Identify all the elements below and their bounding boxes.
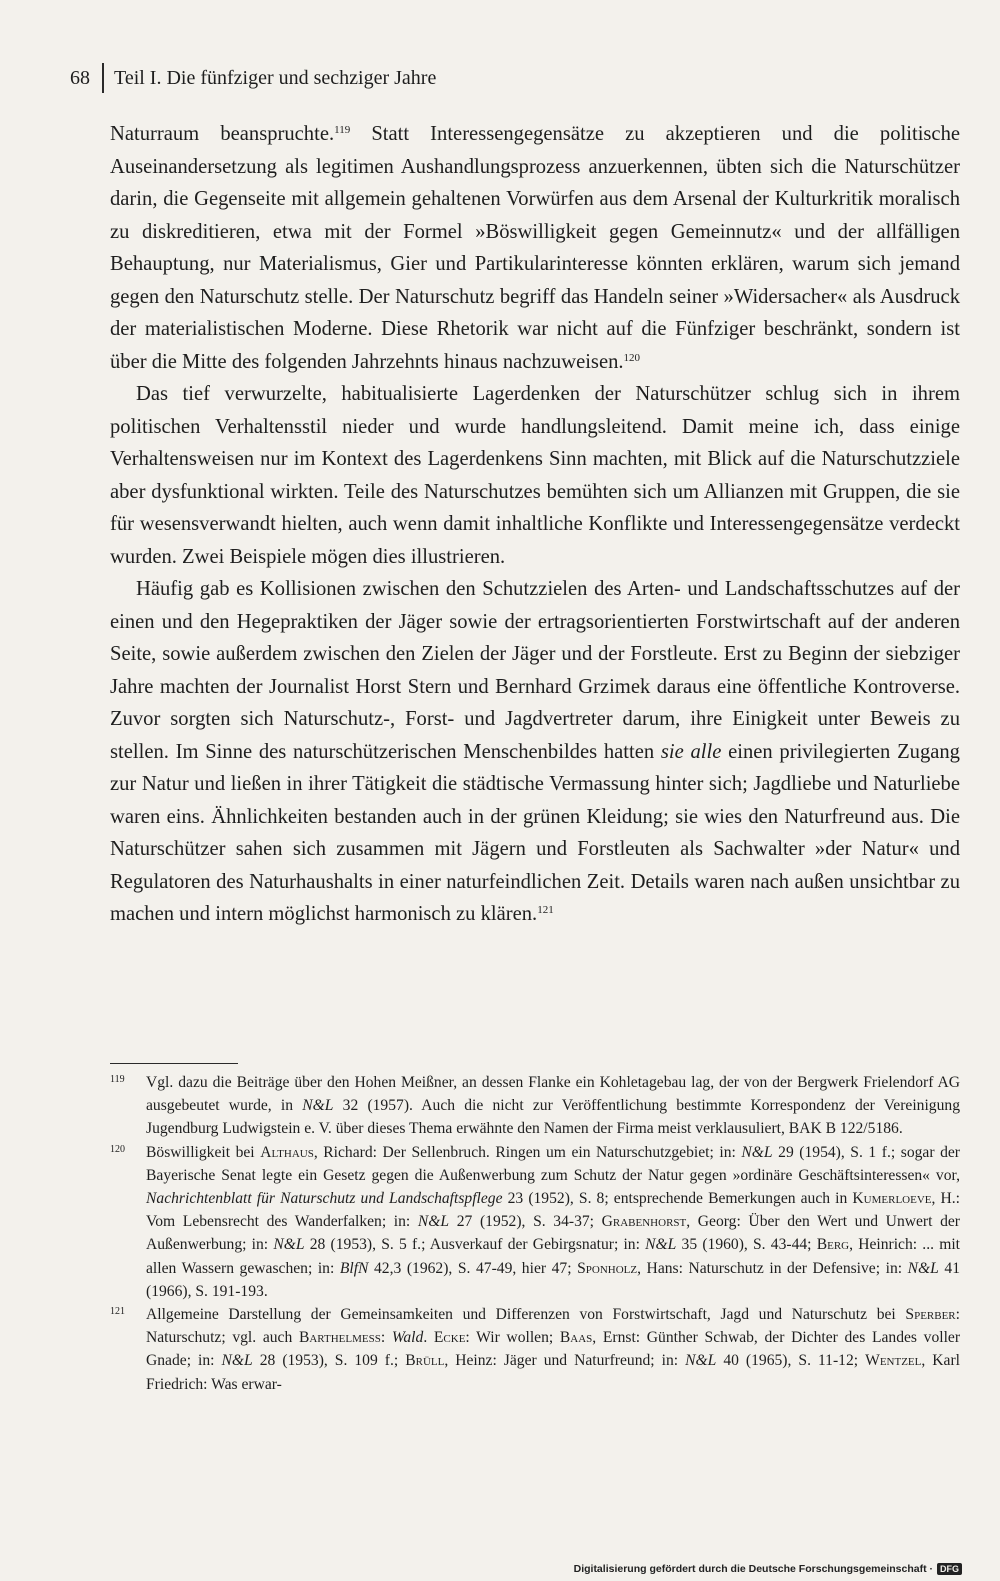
page-number: 68 [70, 66, 90, 89]
footnote-number: 120 [110, 1143, 125, 1155]
paragraph [110, 118, 960, 378]
paragraph-text: Naturraum beanspruchte. [110, 123, 335, 145]
footnote-separator [110, 1063, 238, 1064]
footnote-text: Vgl. dazu die Beiträge über den Hohen Meißner, an dessen Flanke ein Kohletagebau lag, der von der Bergwerk Frielendorf AG ausgebeutet wurde, in N&L 32 (1957). Auch die nicht zur Veröffentlichung bestimmte Korrespondenz der Vereinigung Jugendburg Ludwigstein e. V. über dieses Thema erwähnte den Namen der Firma meist verklausuliert, BAK B 122/5186. [146, 1074, 960, 1138]
paragraph-text: Statt Interessengegensätze zu akzeptieren und die politische Auseinandersetzung als legitimen Aushandlungsprozess anzuerkennen, übten sich die Naturschützer darin, die Gegenseite mit allgemein gehaltenen Vorwürfen aus dem Arsenal der Kulturkritik moralisch zu diskreditieren, etwa mit der Formel »Böswilligkeit gegen Gemeinnutz« und der allfälligen Behauptung, nur Materialismus, Gier und Partikularinteresse könnten erklären, warum sich jemand gegen den Naturschutz stelle. Der Naturschutz begriff das Handeln seiner »Widersacher« als Ausdruck der materialistischen Moderne. Diese Rhetorik war nicht auf die Fünfziger beschränkt, sondern ist über die Mitte des folgenden Jahrzehnts hinaus nachzuweisen. [110, 123, 961, 373]
footnote-ref[interactable]: 119 [334, 124, 351, 136]
footnote-120 [110, 1141, 960, 1303]
digitization-note: Digitalisierung gefördert durch die Deutsche Forschungsgemeinschaft · [573, 1563, 933, 1575]
footnote-119 [110, 1071, 960, 1141]
header-divider [102, 63, 104, 93]
main-text [110, 118, 960, 931]
footnotes [110, 1071, 960, 1396]
paragraph-text: einen privilegierten Zugang zur Natur und ließen in ihrer Tätigkeit die städtische Vermassung hinter sich; Jagdliebe und Naturliebe waren eins. Ähnlichkeiten bestanden auch in der grünen Kleidung; sie wies den Naturfreund aus. Die Naturschützer sahen sich zusammen mit Jägern und Forstleuten als Sachwalter »der Natur« und Regulatoren des Naturhaushalts in einer naturfeindlichen Zeit. Details waren nach außen unsichtbar zu machen und intern möglichst harmonisch zu klären. [110, 740, 960, 925]
footnote-text: Allgemeine Darstellung der Gemeinsamkeiten und Differenzen von Forstwirtschaft, Jagd und Naturschutz bei Sperber: Naturschutz; vgl. auch Barthelmess: Wald. Ecke: Wir wollen; Baas, Ernst: Günther Schwab, der Dichter des Landes voller Gnade; in: N&L 28 (1953), S. 109 f.; Brüll, Heinz: Jäger und Naturfreund; in: N&L 40 (1965), S. 11-12; Wentzel, Karl Friedrich: Was erwar- [146, 1306, 961, 1393]
paragraph [110, 573, 960, 931]
footnote-text: Böswilligkeit bei Althaus, Richard: Der Sellenbruch. Ringen um ein Naturschutzgebiet; in: N&L 29 (1954), S. 1 f.; sogar der Bayerische Senat legte ein Gesetz gegen die Außenwerbung zum Schutz der Natur gegen »ordinäre Geschäftsinteressen« vor, Nachrichtenblatt für Naturschutz und Landschaftspflege 23 (1952), S. 8; entsprechende Bemerkungen auch in Kumerloeve, H.: Vom Lebensrecht des Wanderfalken; in: N&L 27 (1952), S. 34-37; Grabenhorst, Georg: Über den Wert und Unwert der Außenwerbung; in: N&L 28 (1953), S. 5 f.; Ausverkauf der Gebirgsnatur; in: N&L 35 (1960), S. 43-44; Berg, Heinrich: ... mit allen Wassern gewaschen; in: BlfN 42,3 (1962), S. 47-49, hier 47; Sponholz, Hans: Naturschutz in der Defensive; in: N&L 41 (1966), S. 191-193. [146, 1143, 960, 1300]
footnote-number: 121 [110, 1306, 125, 1318]
paragraph-text: Das tief verwurzelte, habitualisierte Lagerdenken der Naturschützer schlug sich in ihrem politischen Verhaltensstil nieder und wurde handlungsleitend. Damit meine ich, dass einige Verhaltensweisen nur im Kontext des Lagerdenkens Sinn machten, mit Blick auf die Naturschutzziele aber dysfunktional wirkten. Teile des Naturschutzes bemühten sich um Allianzen mit Gruppen, die sie für wesensverwandt hielten, auch wenn damit inhaltliche Konflikte und Interessengegensätze verdeckt wurden. Zwei Beispiele mögen dies illustrieren. [110, 383, 960, 568]
footnote-121 [110, 1303, 960, 1396]
digitization-footer [574, 1563, 962, 1575]
footnote-ref[interactable]: 120 [623, 351, 641, 364]
emphasis: sie alle [660, 740, 722, 763]
footnote-number: 119 [110, 1074, 125, 1085]
dfg-logo: DFG [937, 1563, 962, 1575]
running-header [70, 58, 436, 98]
paragraph-text: Häufig gab es Kollisionen zwischen den Schutzzielen des Arten- und Landschaftsschutzes auf der einen und den Hegepraktiken der Jäger sowie der ertragsorientierten Forstwirtschaft auf der anderen Seite, sowie außerdem zwischen den Zielen der Jäger und der Forstleute. Erst zu Beginn der siebziger Jahre machten der Journalist Horst Stern und Bernhard Grzimek daraus eine öffentliche Kontroverse. Zuvor sorgten sich Naturschutz-, Forst- und Jagdvertreter darum, ihre Einigkeit unter Beweis zu stellen. Im Sinne des naturschützerischen Menschenbildes hatten [110, 578, 960, 763]
running-title: Teil I. Die fünfziger und sechziger Jahre [114, 66, 437, 89]
paragraph [110, 378, 960, 573]
footnote-ref[interactable]: 121 [537, 904, 554, 916]
